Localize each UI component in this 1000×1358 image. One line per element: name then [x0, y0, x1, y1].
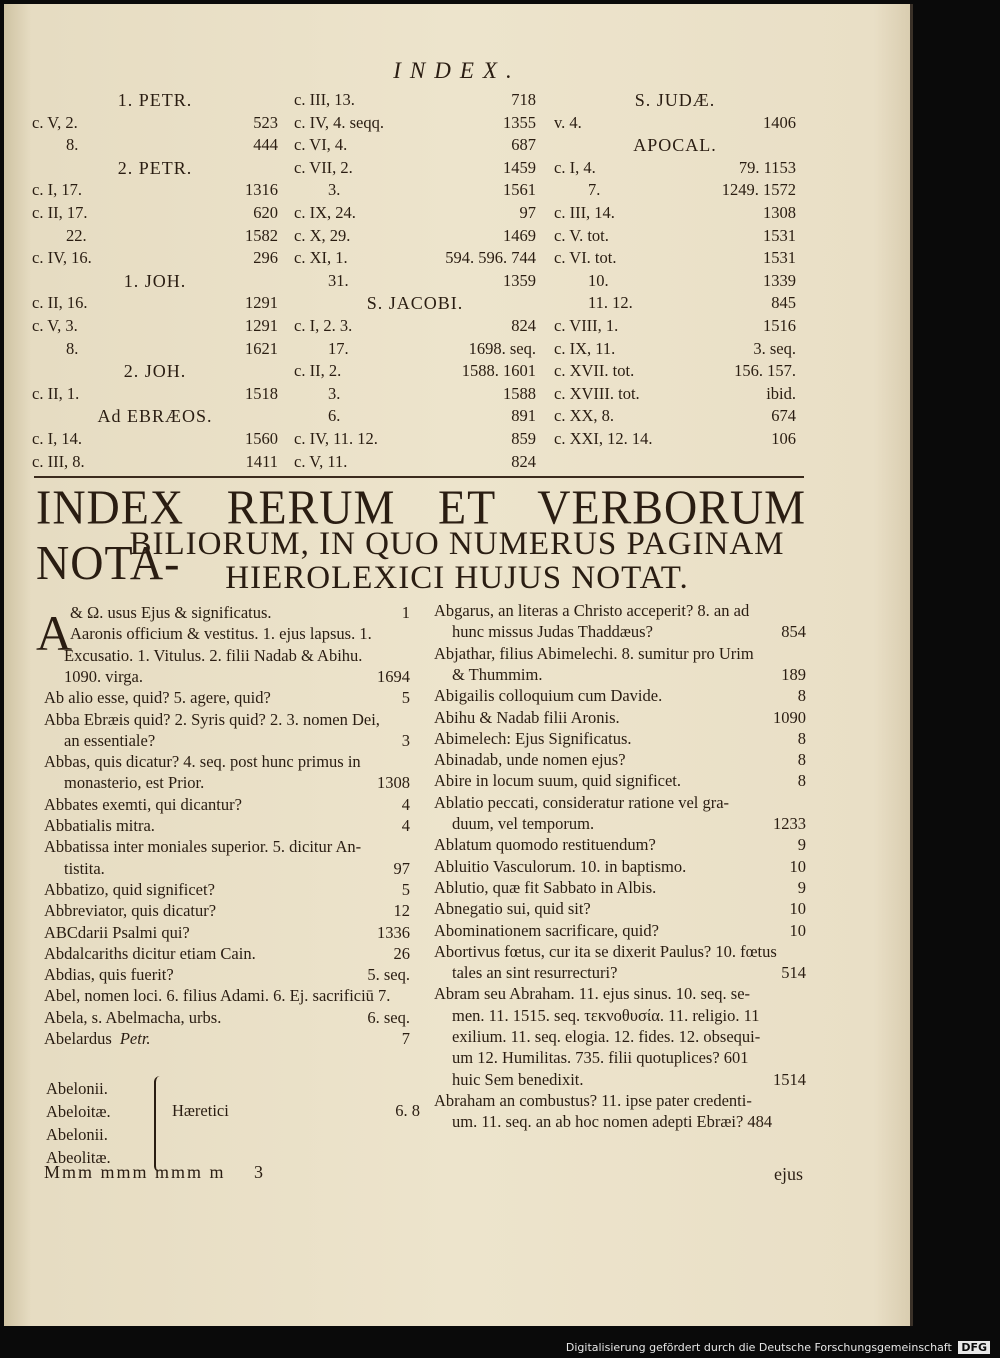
entry-page: 6. seq. [367, 1007, 410, 1027]
page-number: ibid. [766, 383, 796, 403]
entry-text: 1090. virga. [64, 666, 143, 686]
reference: 31. [328, 270, 349, 290]
index-heading: Ad EBRÆOS. [97, 406, 213, 427]
entry-text: Abortivus fœtus, cur ita se dixerit Paulus? 10. fœtus [434, 941, 777, 961]
entry-text: Ablutio, quæ fit Sabbato in Albis. [434, 877, 657, 897]
entry-page: 1336 [377, 922, 410, 942]
entry-page: 1233 [773, 814, 806, 833]
page-number: 1561 [503, 180, 536, 200]
entry-text: Abgarus, an literas a Christo acceperit? 8. an ad [434, 601, 750, 620]
entry-text: Abire in locum suum, quid significet. [434, 771, 682, 791]
page-number: 687 [511, 135, 536, 155]
entry-page: 9 [797, 835, 806, 855]
entry-text: Abbatissa inter moniales superior. 5. dicitur An- [44, 837, 362, 857]
reference: c. IX, 11. [554, 338, 616, 358]
index-heading: 2. JOH. [123, 361, 187, 382]
signature-number: 3 [254, 1162, 266, 1182]
reference: 3. [328, 383, 341, 403]
entry-text: Abram seu Abraham. 11. ejus sinus. 10. seq. se- [434, 984, 751, 1004]
entry-text: Abbas, quis dicatur? 4. seq. post hunc primus in [44, 752, 361, 772]
reference: 8. [66, 338, 79, 358]
page-number: 620 [253, 203, 278, 222]
reference: 6. [328, 406, 341, 426]
entry-text: men. 11. 1515. seq. τεκνοθυσία. 11. religio. 11 [452, 1005, 760, 1025]
page-number: 1531 [763, 225, 796, 245]
entry-text: Ablatum quomodo restituendum? [434, 835, 656, 855]
reference: c. IV, 16. [32, 248, 92, 268]
page-number: 79. 1153 [738, 157, 796, 177]
reference: c. VI, 4. [294, 135, 348, 155]
entry-text: um. 11. seq. an ab hoc nomen adepti Ebræi? 484 [452, 1112, 773, 1132]
page-number: 1469 [503, 225, 536, 245]
page-number: 1411 [245, 451, 278, 471]
footer-credit [566, 1341, 990, 1354]
page-number: 1308 [763, 203, 796, 222]
entry-page: 854 [781, 622, 806, 642]
entry-text: Abihu & Nadab filii Aronis. [434, 707, 620, 727]
reference: 11. 12. [588, 293, 633, 313]
catchword: ejus [774, 1164, 803, 1184]
reference: c. I, 4. [554, 157, 596, 177]
italic-name: Petr. [119, 1029, 151, 1048]
reference: c. XVIII. tot. [554, 383, 640, 403]
entry-text: Abinadab, unde nomen ejus? [434, 750, 626, 770]
page-number: 1339 [763, 270, 796, 290]
page-number: 1316 [245, 180, 278, 200]
entry-text: & Thummim. [452, 664, 543, 684]
page-number: 106 [771, 429, 796, 448]
page-number: 1531 [763, 248, 796, 268]
entry-text: Abdias, quis fuerit? [44, 965, 174, 985]
reference: 10. [588, 270, 609, 290]
reference: c. VIII, 1. [554, 316, 619, 335]
entry-text: Abominationem sacrificare, quid? [434, 920, 659, 940]
entry-page: 4 [401, 794, 410, 814]
heretics-label: Hæretici [172, 1101, 229, 1120]
page-number: 891 [511, 406, 536, 426]
heretics-page: 6. 8 [395, 1101, 420, 1120]
page-number: 1516 [763, 316, 796, 335]
entry-page: 514 [781, 963, 806, 983]
reference: c. VI. tot. [554, 248, 617, 268]
heretic-name: Abeloitæ. [46, 1102, 111, 1121]
reference: 7. [588, 180, 601, 200]
index-heading: S. JACOBI. [366, 293, 464, 314]
heretic-name: Abeolitæ. [46, 1148, 111, 1167]
reference: v. 4. [554, 112, 582, 132]
reference: c. I, 2. 3. [294, 316, 353, 335]
reference: c. II, 17. [32, 203, 88, 222]
entry-page: 97 [393, 858, 410, 878]
page-number: 1249. 1572 [721, 180, 796, 200]
entry-page: 10 [789, 856, 806, 876]
reference: 3. [328, 180, 341, 200]
page-number: 156. 157. [734, 361, 796, 381]
book-page [4, 4, 913, 1326]
entry-page: 26 [393, 943, 410, 963]
entry-text: Abbatialis mitra. [44, 816, 155, 835]
page-number: 1588 [503, 383, 536, 403]
entry-text: hunc missus Judas Thaddæus? [452, 622, 653, 642]
index-title-line-1: INDEX RERUM ET VERBORUM NOTA- [36, 480, 806, 590]
entry-text: um 12. Humilitas. 735. filii quotuplices? 601 [452, 1048, 749, 1068]
reference: c. I, 17. [32, 180, 82, 200]
entry-text: Abela, s. Abelmacha, urbs. [44, 1007, 222, 1027]
page-number: 824 [511, 316, 536, 335]
drop-capital: A [36, 605, 73, 661]
entry-text: Abnegatio sui, quid sit? [434, 899, 591, 919]
page-number: 1518 [245, 383, 278, 403]
entry-page: 5 [401, 879, 410, 899]
reference: c. V, 2. [32, 112, 78, 132]
entry-text: & Ω. usus Ejus & significatus. [70, 603, 272, 622]
entry-page: 7 [401, 1029, 410, 1048]
entry-text: ABCdarii Psalmi qui? [44, 922, 190, 942]
running-head: INDEX. [393, 58, 521, 83]
entry-page: 1090 [773, 707, 806, 727]
reference: c. I, 14. [32, 429, 82, 448]
entry-page: 8 [797, 686, 806, 706]
entry-page: 4 [401, 816, 410, 835]
page-number: 1582 [245, 225, 278, 245]
page-number: 718 [511, 90, 536, 109]
reference: c. V, 3. [32, 316, 78, 335]
reference: c. II, 16. [32, 293, 88, 313]
entry-page: 8 [797, 771, 806, 791]
page-number: 859 [511, 429, 536, 448]
reference: c. IV, 11. 12. [294, 429, 378, 448]
entry-page: 189 [781, 664, 806, 684]
page-number: 1459 [503, 157, 536, 177]
heretic-name: Abelonii. [46, 1079, 108, 1098]
entry-page: 9 [797, 877, 806, 897]
reference: c. XVII. tot. [554, 361, 635, 381]
entry-text: an essentiale? [64, 730, 156, 750]
entry-text: Abbreviator, quis dicatur? [44, 901, 217, 921]
page-number: 1698. seq. [468, 338, 536, 358]
reference: 8. [66, 135, 79, 155]
reference: c. XI, 1. [294, 248, 348, 268]
reference: c. IX, 24. [294, 203, 356, 222]
reference: c. V, 11. [294, 451, 348, 471]
reference: c. II, 1. [32, 383, 80, 403]
page-number: 296 [253, 248, 278, 268]
page-number: 1359 [503, 270, 536, 290]
reference: 17. [328, 338, 349, 358]
entry-page: 10 [789, 899, 806, 919]
page-number: 3. seq. [753, 338, 796, 358]
reference: c. X, 29. [294, 225, 351, 245]
page-number: 674 [771, 406, 796, 426]
index-title-line-2: BILIORUM, IN QUO NUMERUS PAGINAM [129, 526, 785, 562]
separator-rule [34, 476, 804, 478]
reference: 22. [66, 225, 87, 245]
entry-text: Abel, nomen loci. 6. filius Adami. 6. Ej. sacrificiū 7. [44, 986, 391, 1006]
entry-text: tistita. [64, 858, 105, 878]
reference: c. V. tot. [554, 225, 609, 245]
entry-text: Abjathar, filius Abimelechi. 8. sumitur pro Urim [434, 643, 754, 663]
entry-page: 10 [789, 920, 806, 940]
index-heading: S. JUDÆ. [634, 90, 716, 110]
index-heading: 2. PETR. [117, 157, 193, 178]
entry-text: Abluitio Vasculorum. 10. in baptismo. [434, 856, 687, 876]
page-number: 824 [511, 451, 536, 471]
page-number: 1406 [763, 112, 796, 132]
entry-page: 3 [401, 730, 410, 750]
page-number: 845 [771, 293, 796, 313]
entry-text: duum, vel temporum. [452, 814, 595, 833]
brace-symbol [154, 1076, 170, 1172]
entry-page: 1 [401, 603, 410, 622]
reference: c. XXI, 12. 14. [554, 429, 653, 448]
dfg-logo: DFG [958, 1341, 990, 1354]
entry-text: Abraham an combustus? 11. ipse pater credenti- [434, 1090, 752, 1110]
signature-text: Mmm mmm mmm m [44, 1162, 226, 1182]
entry-text: tales an sint resurrecturi? [452, 963, 618, 983]
entry-text: Abelardus Petr. [44, 1029, 151, 1048]
page-number: 1588. 1601 [461, 361, 536, 381]
reference: c. IV, 4. seqq. [294, 112, 384, 132]
page-number: 1291 [245, 293, 278, 313]
page-number: 1355 [503, 112, 536, 132]
entry-text: Ablatio peccati, consideratur ratione vel gra- [434, 792, 730, 812]
reference: c. VII, 2. [294, 157, 353, 177]
entry-page: 8 [797, 728, 806, 748]
entry-text: Ab alio esse, quid? 5. agere, quid? [44, 688, 271, 708]
entry-text: Abigailis colloquium cum Davide. [434, 686, 663, 706]
entry-text: Abba Ebræis quid? 2. Syris quid? 2. 3. nomen Dei, [44, 709, 380, 729]
index-title-line-3: HIEROLEXICI HUJUS NOTAT. [225, 560, 689, 596]
page-number: 1560 [245, 429, 278, 448]
reference: c. XX, 8. [554, 406, 615, 426]
index-heading: APOCAL. [633, 135, 717, 156]
signature-mark [44, 1162, 265, 1183]
entry-page: 5. seq. [367, 965, 410, 985]
reference: c. II, 2. [294, 361, 342, 381]
entry-page: 1308 [377, 773, 410, 793]
reference: c. III, 14. [554, 203, 615, 222]
entry-text: monasterio, est Prior. [64, 773, 205, 793]
entry-page: 12 [393, 901, 410, 921]
index-heading: 1. PETR. [117, 90, 193, 110]
page-number: 97 [519, 203, 536, 222]
entry-page: 1694 [377, 666, 410, 686]
entry-text: Aaronis officium & vestitus. 1. ejus lapsus. 1. [70, 624, 372, 644]
entry-text: Abimelech: Ejus Significatus. [434, 728, 632, 748]
entry-text: exilium. 11. seq. elogia. 12. fides. 12. obsequi- [452, 1027, 761, 1046]
reference: c. III, 13. [294, 90, 355, 109]
entry-page: 8 [797, 750, 806, 770]
entry-text: Excusatio. 1. Vitulus. 2. filii Nadab & Abihu. [64, 645, 363, 665]
reference: c. III, 8. [32, 451, 85, 471]
entry-page: 1514 [773, 1069, 806, 1089]
entry-text: Abdalcariths dicitur etiam Cain. [44, 943, 256, 963]
entry-text: Abbatizo, quid significet? [44, 879, 215, 899]
heretic-name: Abelonii. [46, 1125, 108, 1144]
page-number: 444 [253, 135, 278, 155]
page-number: 523 [253, 112, 278, 132]
entry-page: 5 [401, 688, 410, 708]
page-number: 1621 [245, 338, 278, 358]
entry-text: Abbates exemti, qui dicantur? [44, 794, 242, 814]
footer-text: Digitalisierung gefördert durch die Deutsche Forschungsgemeinschaft [565, 1341, 952, 1354]
index-heading: 1. JOH. [123, 270, 187, 291]
entry-text: huic Sem benedixit. [452, 1069, 584, 1089]
page-number: 1291 [245, 316, 278, 335]
page-number: 594. 596. 744 [445, 248, 536, 268]
